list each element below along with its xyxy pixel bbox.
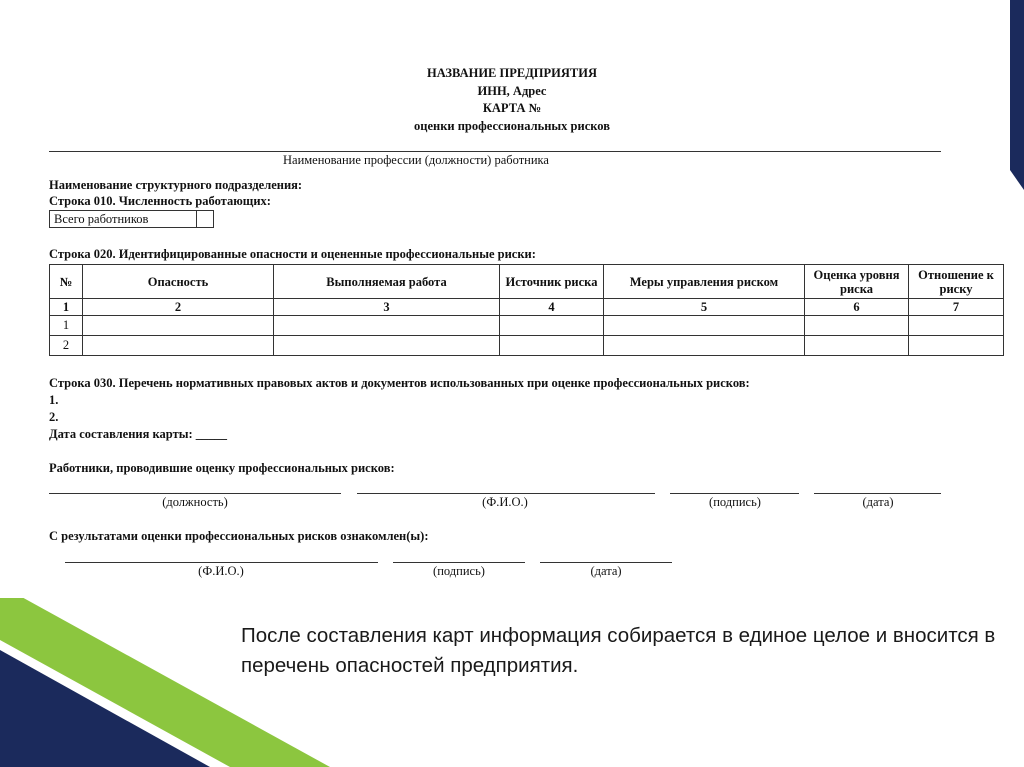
signature-line [540,562,672,563]
caption-date: (дата) [862,495,894,509]
num-cell: 7 [909,299,1004,316]
col-level: Оценка уровня риска [805,265,909,299]
signature-line [65,562,378,563]
employees-count-cell [197,211,214,228]
card-subtitle: оценки профессиональных рисков [414,119,610,133]
caption-date: (дата) [590,564,622,578]
table-cell [604,316,805,336]
row010-label: Строка 010. Численность работающих: [49,194,271,208]
row020-label: Строка 020. Идентифицированные опасности и оцененные профессиональные риски: [49,247,536,261]
assessors-label: Работники, проводившие оценку профессиональных рисков: [49,461,395,475]
col-source: Источник риска [500,265,604,299]
slide-caption: После составления карт информация собирается в единое целое и вносится в перечень опасностей предприятия. [241,624,996,677]
list-item-1: 1. [49,393,59,407]
inn-address: ИНН, Адрес [477,84,547,98]
table-row [50,336,1004,356]
hazard-table-header [50,265,1004,299]
acquainted-label: С результатами оценки профессиональных рисков ознакомлен(ы): [49,529,429,543]
hazard-table-numbers [50,299,1004,316]
row030-label: Строка 030. Перечень нормативных правовых актов и документов использованных при оценке профессиональных рисков: [49,376,750,390]
col-work: Выполняемая работа [274,265,500,299]
col-number: № [50,265,83,299]
table-cell [83,336,274,356]
num-cell: 4 [500,299,604,316]
employees-table [49,210,214,228]
num-cell: 6 [805,299,909,316]
table-cell [604,336,805,356]
table-cell [274,336,500,356]
table-cell [805,316,909,336]
col-hazard: Опасность [83,265,274,299]
signature-line [393,562,525,563]
table-cell [274,316,500,336]
num-cell: 5 [604,299,805,316]
num-cell: 1 [50,299,83,316]
col-measures: Меры управления риском [604,265,805,299]
table-cell [909,336,1004,356]
company-name: НАЗВАНИЕ ПРЕДПРИЯТИЯ [426,66,597,80]
table-cell [909,316,1004,336]
num-cell: 3 [274,299,500,316]
table-cell [805,336,909,356]
row-number: 1 [50,316,83,336]
table-row [50,316,1004,336]
card-number: КАРТА № [482,101,542,115]
date-label: Дата составления карты: _____ [49,427,228,441]
row-number: 2 [50,336,83,356]
hazard-table [49,264,1004,356]
caption-position: (должность) [162,495,228,509]
caption-name: (Ф.И.О.) [482,495,528,509]
table-cell [500,316,604,336]
caption-name: (Ф.И.О.) [198,564,244,578]
signature-line [49,493,341,494]
table-cell [500,336,604,356]
col-attitude: Отношение к риску [909,265,1004,299]
signature-line [814,493,941,494]
stripe-navy-right [1010,42,1024,190]
signature-line [357,493,655,494]
employees-cell: Всего работников [50,211,197,228]
signature-line [670,493,799,494]
table-cell [83,316,274,336]
caption-signature: (подпись) [709,495,761,509]
stripe-green-right [1010,185,1024,600]
list-item-2: 2. [49,410,59,424]
division-label: Наименование структурного подразделения: [49,178,303,192]
profession-caption: Наименование профессии (должности) работника [283,153,549,167]
profession-line [49,151,941,152]
caption-signature: (подпись) [433,564,485,578]
num-cell: 2 [83,299,274,316]
